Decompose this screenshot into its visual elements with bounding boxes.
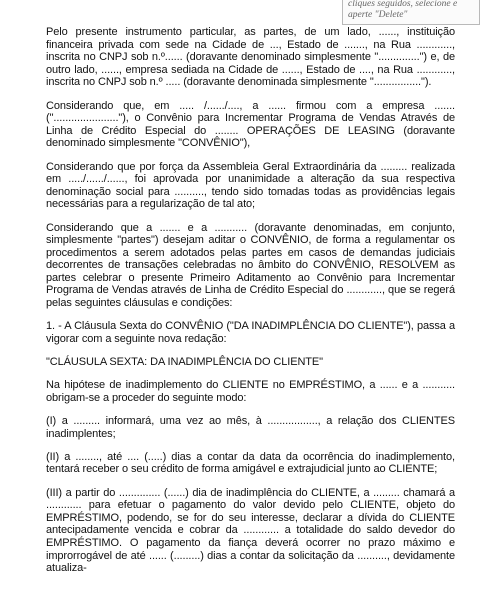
paragraph-whereas-assembly: Considerando que por força da Assembleia Geral Extraordinária da ......... realizada em ...../....../......, foi aprovada por unanimidade a alteração da sua respectiva denominação social para .........., tendo sido tomadas todas as providências legais necessárias para a regularização de tal ato; (46, 160, 455, 211)
hint-line-1: cliques seguidos, selecione e (348, 0, 458, 9)
hint-line-2: aperte "Delete" (348, 10, 408, 20)
clause-six-title: "CLÁUSULA SEXTA: DA INADIMPLÊNCIA DO CLIENTE" (46, 356, 323, 369)
item-i: (I) a ......... informará, uma vez ao mês, à ................., a relação dos CLIENTES inadimplentes; (46, 415, 455, 440)
paragraph-clause-1: 1. - A Cláusula Sexta do CONVÊNIO ("DA INADIMPLÊNCIA DO CLIENTE"), passa a vigorar com a seguinte nova redação: (46, 320, 455, 345)
delete-hint-tooltip (342, 0, 480, 25)
paragraph-parties: Pelo presente instrumento particular, as partes, de um lado, ......, instituição financeira privada com sede na Cidade de ..., Estado de ......., na Rua ............, inscrita no CNPJ sob n.º...... (doravante denominado simplesmente "..............") e, de outro lado, ......, empresa sediada na Cidade de ......, Estado de ...., na Rua ............, inscrita no CNPJ sob n.º ..... (doravante denominada simplesmente "................"). (46, 26, 455, 89)
paragraph-whereas-amendment: Considerando que a ....... e a ........... (doravante denominadas, em conjunto, simplesmente "partes") desejam aditar o CONVÊNIO, de forma a regulamentar os procedimentos a serem adotados pelas partes em casos de demandas judiciais decorrentes de transações celebradas no âmbito do CONVÊNIO, RESOLVEM as partes celebrar o presente Primeiro Aditamento ao Convênio para Incrementar Programa de Vendas através de Linha de Crédito Especial do ............, que se regerá pelas seguintes cláusulas e condições: (46, 221, 455, 310)
document-body (46, 26, 455, 585)
paragraph-default-procedure: Na hipótese de inadimplemento do CLIENTE no EMPRÉSTIMO, a ...... e a ........... obrigam-se a proceder do seguinte modo: (46, 379, 455, 404)
item-ii: (II) a ........, até .... (.....) dias a contar da data da ocorrência do inadimplemento, tentará receber o seu crédito de forma amigável e extrajudicial junto ao CLIENTE; (46, 450, 455, 476)
paragraph-whereas-agreement: Considerando que, em ..... /....../...., a ...... firmou com a empresa ....... ("......................"), o Convênio para Incrementar Programa de Vendas Através de Linha de Crédito Especial do ........ OPERAÇÕES DE LEASING (doravante denominado simplesmente "CONVÊNIO"), (46, 99, 455, 150)
item-iii: (III) a partir do .............. (......) dia de inadimplência do CLIENTE, a ......... chamará a ............ para efetuar o pagamento do valor devido pelo CLIENTE, objeto do EMPRÉSTIMO, podendo, se for do seu interesse, declarar a dívida do CLIENTE antecipadamente vencida e cobrar da ............ a totalidade do saldo devedor do EMPRÉSTIMO. O pagamento da fiança deverá ocorrer no prazo máximo e improrrogável de até ...... (.........) dias a contar da solicitação da .........., devidamente atualiza- (46, 486, 455, 575)
